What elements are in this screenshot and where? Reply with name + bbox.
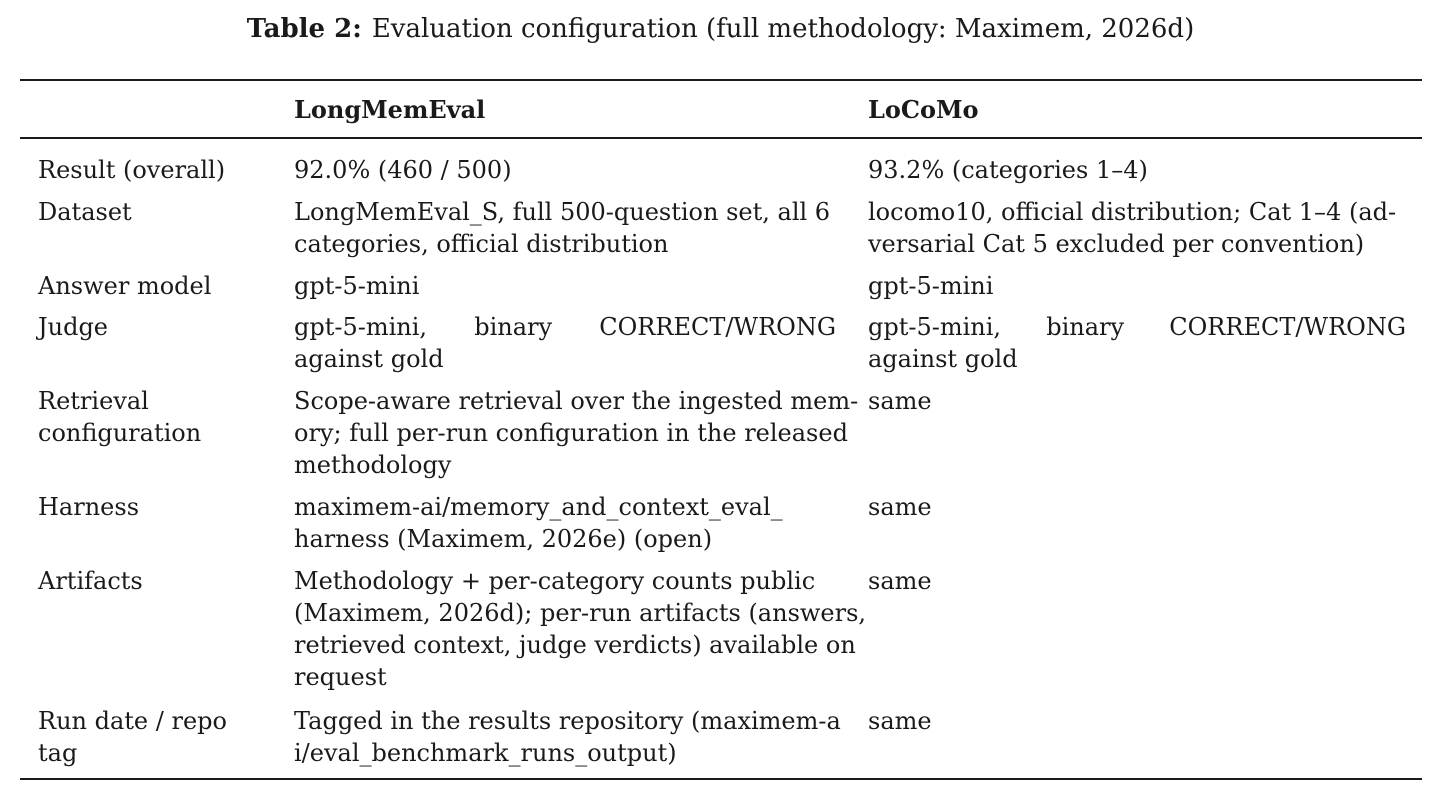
- locomo-cell: [868, 270, 1406, 302]
- cell-line: same: [868, 387, 932, 415]
- cell-line: Methodology + per-category counts public: [294, 567, 816, 595]
- row-label: [38, 196, 278, 228]
- cell-line: against gold: [868, 345, 1018, 373]
- cell-line: same: [868, 707, 932, 735]
- row-label: [38, 270, 278, 302]
- cell-line: maximem-ai/memory_and_context_eval_: [294, 493, 783, 521]
- longmemeval-cell: [294, 491, 836, 555]
- row-label: [38, 385, 278, 449]
- locomo-cell: [868, 196, 1406, 260]
- cell-line: Dataset: [38, 198, 132, 226]
- row-label: [38, 154, 278, 186]
- longmemeval-cell: [294, 196, 836, 260]
- cell-line: Scope-aware retrieval over the ingested mem-: [294, 387, 859, 415]
- cell-line: gpt-5-mini: [868, 272, 994, 300]
- cell-line: Artifacts: [38, 567, 143, 595]
- cell-line: configuration: [38, 419, 202, 447]
- locomo-cell: [868, 491, 1406, 523]
- caption-label: Table 2:: [246, 14, 362, 44]
- cell-line: 93.2% (categories 1–4): [868, 156, 1148, 184]
- cell-line: Result (overall): [38, 156, 226, 184]
- cell-line: ory; full per-run configuration in the released: [294, 419, 848, 447]
- cell-line: Run date / repo: [38, 707, 227, 735]
- longmemeval-cell: [294, 311, 836, 375]
- cell-line: same: [868, 567, 932, 595]
- top-rule: [20, 79, 1422, 81]
- header-rule: [20, 137, 1422, 139]
- cell-line: harness (Maximem, 2026e) (open): [294, 525, 713, 553]
- locomo-cell: [868, 705, 1406, 737]
- longmemeval-cell: [294, 270, 836, 302]
- cell-line: Answer model: [38, 272, 212, 300]
- cell-line: LongMemEval_S, full 500-question set, all 6: [294, 198, 831, 226]
- longmemeval-cell: [294, 705, 841, 769]
- cell-line: against gold: [294, 345, 444, 373]
- cell-line: versarial Cat 5 excluded per convention): [868, 230, 1365, 258]
- bottom-rule: [20, 778, 1422, 780]
- row-label: [38, 565, 278, 597]
- cell-line: i/eval_benchmark_runs_output): [294, 739, 677, 767]
- table-caption: [0, 12, 1441, 46]
- row-label: [38, 311, 278, 343]
- longmemeval-cell: [294, 154, 836, 186]
- cell-line: same: [868, 493, 932, 521]
- cell-line: gpt-5-mini, binary CORRECT/WRONG: [294, 313, 836, 341]
- cell-line: (Maximem, 2026d); per-run artifacts (answers,: [294, 599, 867, 627]
- cell-line: Tagged in the results repository (maximem-a: [294, 707, 841, 735]
- cell-line: categories, official distribution: [294, 230, 669, 258]
- row-label: [38, 705, 278, 769]
- cell-line: Judge: [38, 313, 109, 341]
- cell-line: request: [294, 663, 387, 691]
- header-locomo: LoCoMo: [868, 95, 979, 124]
- longmemeval-cell: [294, 565, 867, 693]
- cell-line: 92.0% (460 / 500): [294, 156, 512, 184]
- cell-line: locomo10, official distribution; Cat 1–4 (ad-: [868, 198, 1397, 226]
- locomo-cell: [868, 154, 1406, 186]
- cell-line: gpt-5-mini, binary CORRECT/WRONG: [868, 313, 1406, 341]
- caption-text: Evaluation configuration (full methodology: Maximem, 2026d): [371, 14, 1195, 44]
- locomo-cell: [868, 311, 1406, 375]
- locomo-cell: [868, 385, 1406, 417]
- cell-line: retrieved context, judge verdicts) available on: [294, 631, 856, 659]
- cell-line: Harness: [38, 493, 140, 521]
- cell-line: tag: [38, 739, 78, 767]
- cell-line: methodology: [294, 451, 452, 479]
- cell-line: Retrieval: [38, 387, 149, 415]
- header-longmemeval: LongMemEval: [294, 95, 486, 124]
- longmemeval-cell: [294, 385, 859, 481]
- locomo-cell: [868, 565, 1406, 597]
- cell-line: gpt-5-mini: [294, 272, 420, 300]
- row-label: [38, 491, 278, 523]
